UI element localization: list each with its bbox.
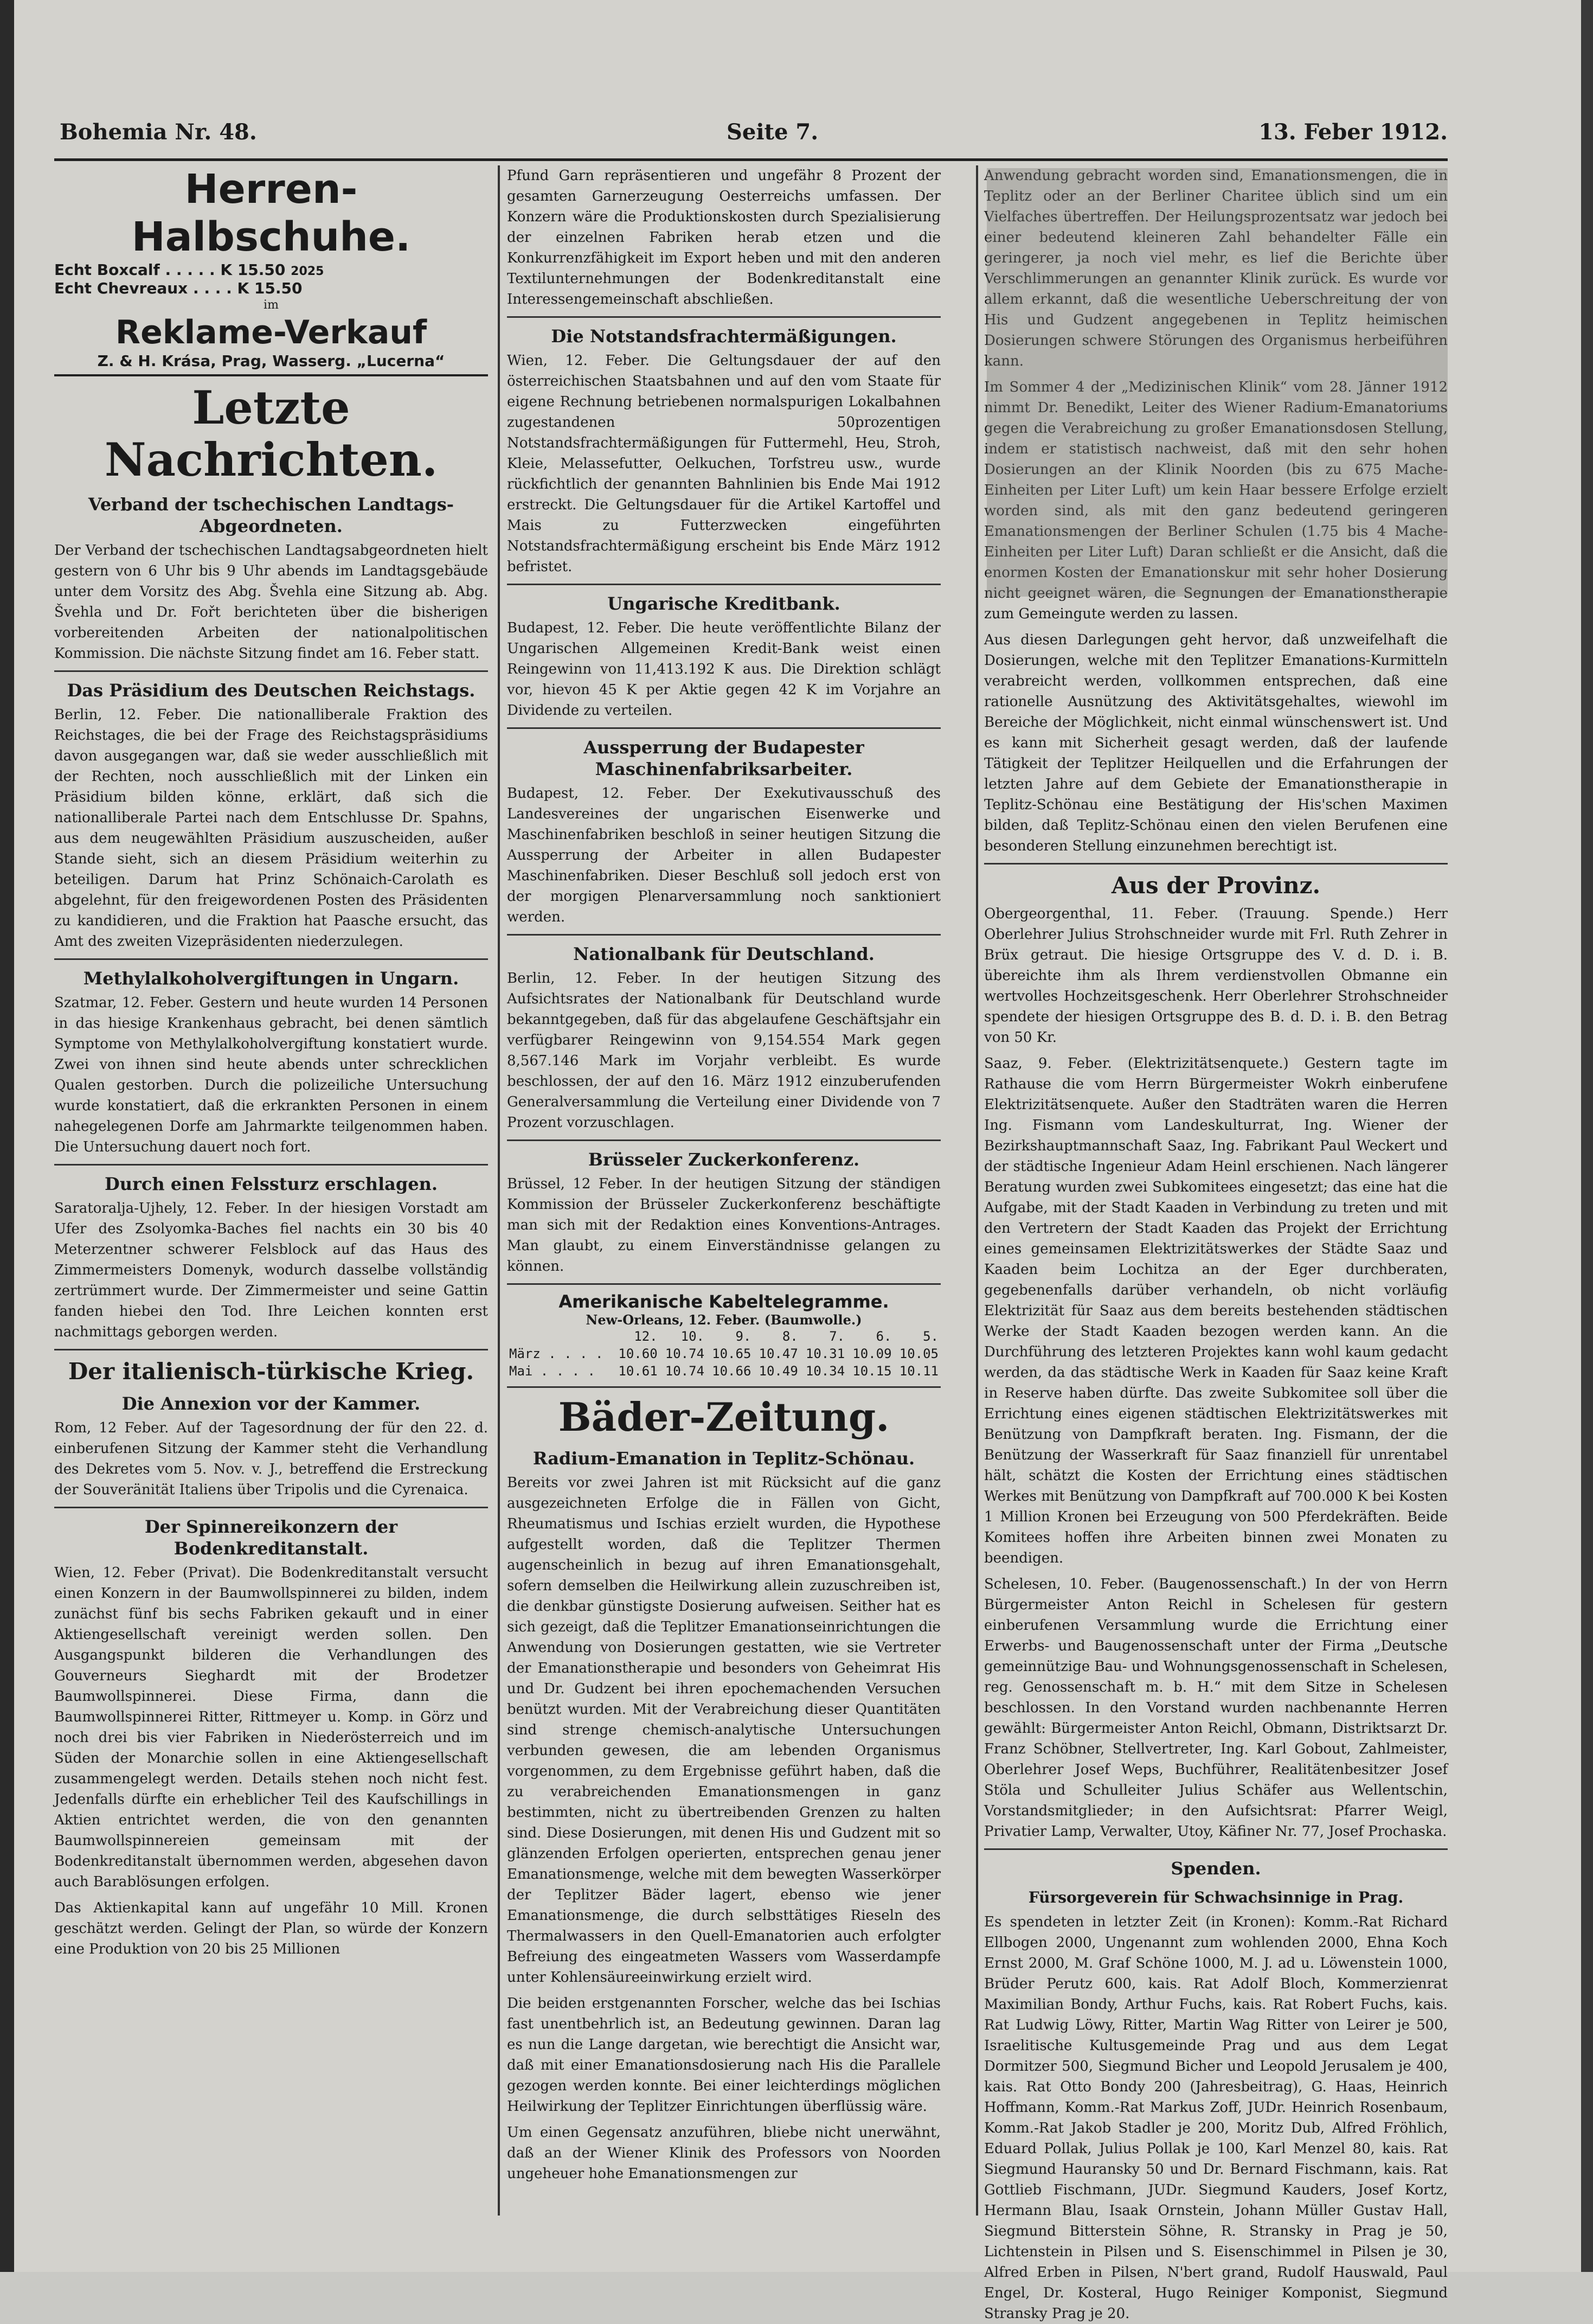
article-continuation: Anwendung gebracht worden sind, Emanationsmengen, die in Teplitz oder an der Berliner Charitee üblich sind um ein Vielfaches übertreffen. Der Heilungsprozentsatz war jedoch bei einer bedeutend kleineren Zahl behandelter Fälle ein geringerer, ja noch viel mehr, es lief die Berichte über Verschlimmerungen an genannter Klinik zurück. Es wurde vor allem erkannt, daß die wesentliche Ueberschreitung der von His und Gudzent angegebenen in Teplitz heimischen Dosierungen schwere Störungen des Organismus herbeiführen kann. [984, 168, 1448, 369]
ad-address: Z. & H. Krása, Prag, Wasserg. „Lucerna“ [97, 352, 445, 370]
ad-headline: Reklame-Verkauf [115, 313, 427, 351]
section-title: Spenden. [1171, 1858, 1261, 1879]
divider [507, 584, 941, 585]
section-title: Aus der Provinz. [1111, 872, 1321, 899]
article-body: Bereits vor zwei Jahren ist mit Rücksicht auf die ganz ausgezeichneten Erfolge die in Fällen von Gicht, Rheumatismus und Ischias erzielt wurden, die Hypothese aufgestellt worden, daß die Teplitzer Thermen augenscheinlich in bezug auf ihren Emanationsgehalt, sofern demselben die Heilwirkung allein zuzuschreiben ist, die denkbar günstigste Dosierung aufweisen. Seither hat es sich gezeigt, daß die Teplitzer Emanationseinrichtungen die Anwendung von Dosierungen gestatten, wie sie Vertreter der Emanationstherapie und besonders von Geheimrat His und Dr. Gudzent bei ihren epochemachenden Versuchen benützt wurden. Mit der Verabreichung dieser Quantitäten sind strenge chemisch-analytische Untersuchungen verbunden gewesen, die am lebenden Organismus vorgenommen, zu dem Ergebnisse geführt haben, daß die zu verabreichenden Emanationsmengen in ganz bestimmten, nicht zu übertreibenden Grenzen zu halten sind. Diese Dosierungen, mit denen His und Gudzent mit so glänzenden Erfolgen operierten, entsprechen genau jener Emanationsmenge, welche mit dem bewegten Wasserkörper der Teplitzer Bäder lagert, ebenso wie jener Emanationsmenge, die durch selbsttätiges Rieseln des Thermalwassers in den Quell-Emanatorien auch erfolgter Befreiung des eingeatmeten Wassers vom Wasserdampfe unter Kohlensäureeinwirkung erzielt wird. [507, 1475, 941, 1986]
article-continuation: Pfund Garn repräsentieren und ungefähr 8 Prozent der gesamten Garnerzeugung Oesterreichs umfassen. Der Konzern wäre die Produktionskosten durch Spezialisierung der einzelnen Fabriken herab etzen und die Konkurrenzfähigkeit im Export heben und mit den anderen Textilunternehmungen der Bodenkreditanstalt eine Interessengemeinschaft abschließen. [507, 168, 941, 308]
article-body: Rom, 12 Feber. Auf der Tagesordnung der für den 22. d. einberufenen Sitzung der Kammer steht die Verhandlung des Dekretes vom 5. Nov. v. J., betreffend die Erstreckung der Souveränität Italiens über Tripolis und die Cyrenaica. [54, 1420, 488, 1498]
article-title: Der italienisch-türkische Krieg. [68, 1358, 474, 1385]
column-2 [507, 165, 941, 2216]
table-header-row: 12. 10. 9. 8. 7. 6. 5. [634, 1329, 939, 1344]
article-body: Es spendeten in letzter Zeit (in Kronen): Komm.-Rat Richard Ellbogen 2000, Ungenannt zum wohlenden 2000, Ehna Koch Ernst 2000, M. Graf Schöne 1000, M. J. ad u. Löwenstein 1000, Brüder Perutz 600, kais. Rat Adolf Bloch, Kommerzienrat Maximilian Bondy, Arthur Fuchs, kais. Rat Robert Fuchs, kais. Rat Ludwig Löwy, Ritter, Martin Wag Ritter von Leirer je 500, Israelitische Kultusgemeinde Prag und aus dem Legat Dormitzer 500, Siegmund Bicher und Leopold Jerusalem je 400, kais. Rat Otto Bondy 200 (Jahresbeitrag), G. Haas, Heinrich Hoffmann, Komm.-Rat Markus Zoff, JUDr. Heinrich Rosenbaum, Komm.-Rat Jakob Stadler je 200, Moritz Dub, Alfred Fröhlich, Eduard Pollak, Julius Pollak je 100, Karl Menzel 80, kais. Rat Siegmund Hauransky 50 und Dr. Bernard Fischmann, kais. Rat Gottlieb Fischmann, JUDr. Siegmund Kauders, Josef Kortz, Hermann Blau, Isaak Ornstein, Johann Müller Gustav Hall, Siegmund Bitterstein Söhne, R. Stransky in Prag je 50, Lichtenstein in Pilsen und S. Eisenschimmel in Pilsen je 30, Alfred Erben in Pilsen, N'bert grand, Rudolf Hauswald, Paul Engel, Dr. Kosteral, Hugo Reiniger Komponist, Siegmund Stransky Prag je 20. [984, 1914, 1448, 2322]
article-title: Nationalbank für Deutschland. [573, 944, 875, 964]
divider [507, 727, 941, 729]
article-body: Berlin, 12. Feber. Die nationalliberale Fraktion des Reichstages, die bei der Frage des Reichstagspräsidiums davon ausgegangen war, daß sie weder ausschließlich mit der Rechten, noch ausschließlich mit der Linken ein Präsidium bilden könne, erklärt, daß sich die nationalliberale Partei nach dem Entschlusse Dr. Spahns, aus dem neugewählten Präsidium auszuscheiden, außer Stande sieht, sich an diesem Präsidium weiterhin zu beteiligen. Darum hat Prinz Schönaich-Carolath es abgelehnt, für den freigewordenen Posten des Präsidenten zu kandidieren, und die Fraktion hat Paasche ersucht, das Amt des zweiten Vizepräsidenten niederzulegen. [54, 707, 488, 950]
masthead-page: Seite 7. [727, 119, 819, 145]
article-body: Wien, 12. Feber (Privat). Die Bodenkreditanstalt versucht einen Konzern in der Baumwollspinnerei zu bilden, indem zunächst fünf bis sechs Fabriken gekauft und in einer Aktiengesellschaft vereinigt werden sollen. Den Ausgangspunkt bilderen die Verhandlungen des Gouverneurs Sieghardt mit der Brodetzer Baumwollspinnerei. Diese Firma, dann die Baumwollspinnerei Ritter, Rittmeyer u. Komp. in Görz und noch drei bis vier Fabriken in Niederösterreich und im Süden der Monarchie sollen in eine Aktiengesellschaft zusammengelegt werden. Details stehen noch nicht fest. Jedenfalls dürfte ein erheblicher Teil des Kaufschillings in Aktien entrichtet werden, die von den genannten Baumwollspinnereien gemeinsam mit der Bodenkreditanstalt übernommen werden, abgesehen davon auch Barablösungen erfolgen. [54, 1565, 488, 1890]
column-1 [54, 165, 488, 2216]
article-body: Saratoralja-Ujhely, 12. Feber. In der hiesigen Vorstadt am Ufer des Zsolyomka-Baches fiel nachts ein 30 bis 40 Meterzentner schwerer Felsblock auf das Haus des Zimmermeisters Domenyk, wodurch dasselbe vollständig zertrümmert wurde. Der Zimmermeister und seine Gattin fanden hiebei den Tod. Ihre Leichen konnten erst nachmittags geborgen werden. [54, 1200, 488, 1340]
article-body: Saaz, 9. Feber. (Elektrizitätsenquete.) Gestern tagte im Rathause die vom Herrn Bürgermeister Wokrh einberufene Elektrizitätsenquete. Außer den Stadträten waren die Herren Ing. Fismann vom Landeskulturrat, Ing. Wiener der Bezirkshauptmannschaft Saaz, Ing. Fabrikant Paul Weckert und der städtische Ingenieur Adam Heinl erschienen. Nach längerer Beratung wurden zwei Subkomitees eingesetzt; das eine hat die Aufgabe, mit der Stadt Kaaden in Verbindung zu treten und mit den Vertretern der Stadt Kaaden das Projekt der Errichtung eines gemeinsamen Elektrizitätswerkes der Städte Saaz und Kaaden beim Lochitza an der Eger durchberaten, gegebenenfalls darüber verhandeln, ob nicht vorläufig Elektrizität für Saaz aus dem bereits bestehenden städtischen Werke der Stadt Kaaden bezogen werden kann. An die Durchführung des letzteren Projektes kann wohl kaum gedacht werden, da das städtische Werk in Kaaden für Saaz keine Kraft in Reserve haben dürfte. Das zweite Subkomitee soll über die Errichtung eines eigenen städtischen Elektrizitätswerkes mit Benützung von Dampfkraft beraten. Ing. Fismann, der die Benützung der Wasserkraft für Saaz finanziell für unrentabel hält, schätzt die Kosten der Errichtung eines städtischen Werkes mit Benützung von Dampfkraft auf 700.000 K bei Kosten 1 Million Kronen bei Erzeugung von 500 Pferdekräften. Beide Komitees hoffen ihre Arbeiten binnen zwei Monaten zu beendigen. [984, 1055, 1448, 1566]
article-body: Berlin, 12. Feber. In der heutigen Sitzung des Aufsichtsrates der Nationalbank für Deutschland wurde bekanntgegeben, daß für das abgelaufene Geschäftsjahr ein verfügbarer Reingewinn von 9,154.554 Mark gegen 8,567.146 Mark im Vorjahr verbleibt. Es wurde beschlossen, der auf den 16. März 1912 einzuberufenden Generalversammlung die Verteilung einer Dividende von 7 Prozent vorzuschlagen. [507, 970, 941, 1131]
article-body: Im Sommer 4 der „Medizinischen Klinik“ vom 28. Jänner 1912 nimmt Dr. Benedikt, Leiter des Wiener Radium-Emanatoriums gegen die Verabreichung zu großer Emanationsdosen Stellung, indem er statistisch nachweist, daß mit den sehr hohen Dosierungen an der Klinik Noorden (bis zu 675 Mache-Einheiten per Liter Luft) um kein Haar bessere Erfolge erzielt worden sind, als mit den ganz bedeutend geringeren Emanationsmengen der Berliner Schulen (1.75 bis 4 Mache-Einheiten per Liter Luft) Daran schließt er die Ansicht, daß die enormen Kosten der Emanationskur mit sehr hoher Dosierung nicht geeignet wären, die Segnungen der Emanationstherapie zum Gemeingute werden zu lassen. [984, 379, 1448, 622]
masthead-date: 13. Feber 1912. [1258, 119, 1448, 145]
article-title: Durch einen Felssturz erschlagen. [104, 1174, 438, 1194]
scan-edge-right [1581, 0, 1593, 2272]
column-rule [976, 165, 978, 2216]
telegram-subtitle: New-Orleans, 12. Feber. (Baumwolle.) [586, 1312, 862, 1328]
article-title: Methylalkoholvergiftungen in Ungarn. [83, 968, 459, 989]
divider [507, 1386, 941, 1388]
article-body: Wien, 12. Feber. Die Geltungsdauer der auf den österreichischen Staatsbahnen und auf den vom Staate für eigene Rechnung betriebenen normalspurigen Lokalbahnen zugestandenen 50prozentigen Notstandsfrachtermäßigungen für Futtermehl, Heu, Stroh, Kleie, Melassefutter, Oelkuchen, Torfstreu usw., wurde rückfichtlich der genannten Bahnlinien bis Ende Mai 1912 erstreckt. Die Geltungsdauer für die Artikel Kartoffel und Mais zu Futterzwecken eingeführten Notstandsfrachtermäßigung erscheint bis Ende März 1912 befristet. [507, 353, 941, 575]
article-body: Die beiden erstgenannten Forscher, welche das bei Ischias fast unentbehrlich ist, an Bedeutung gewinnen. Daran lag es nun die Lange dargetan, wie berechtigt die Ansicht war, daß mit einer Emanationsdosierung nach His die Parallele gezogen werden konnte. Bei einer leichterdings möglichen Heilwirkung der Teplitzer Einrichtungen überflüssig wäre. [507, 1995, 941, 2115]
divider [54, 1164, 488, 1166]
divider [54, 670, 488, 672]
article-body: Brüssel, 12 Feber. In der heutigen Sitzung der ständigen Kommission der Brüsseler Zuckerkonferenz beschäftigte man sich mit der Redaktion eines Konventions-Antrages. Man glaubt, zu einem Einverständnisse gelangen zu können. [507, 1176, 941, 1275]
article-body: Das Aktienkapital kann auf ungefähr 10 Mill. Kronen geschätzt werden. Gelingt der Plan, so würde der Konzern eine Produktion von 20 bis 25 Millionen [54, 1900, 488, 1957]
article-body: Aus diesen Darlegungen geht hervor, daß unzweifelhaft die Dosierungen, welche mit den Teplitzer Emanations-Kurmitteln verabreicht werden, vollkommen entsprechen, daß eine rationelle Ausnützung des Aktivitätsgehaltes, wiewohl im Bereiche der Möglichkeit, nicht einmal wünschenswert ist. Und es kann mit Sicherheit gesagt werden, daß der laufende Tätigkeit der Teplitzer Heilquellen und die Erfahrungen der letzten Jahre auf dem Gebiete der Emanationstherapie in Teplitz-Schönau eine Bestätigung der His'schen Maximen bilden, daß Teplitz-Schönau einen den vielen Berufenen eine besonderen Stellung einzunehmen berechtigt ist. [984, 632, 1448, 854]
ad-line-2: Echt Chevreaux . . . . K 15.50 [54, 279, 303, 297]
article-body: Budapest, 12. Feber. Der Exekutivausschuß des Landesvereines der ungarischen Eisenwerke und Maschinenfabriken beschloß in seiner heutigen Sitzung die Aussperrung der Arbeiter in allen Budapester Maschinenfabriken. Dieser Beschluß soll jedoch erst von der morgigen Plenarversammlung noch sanktioniert werden. [507, 785, 941, 925]
article-title: Verband der tschechischen Landtags-Abgeordneten. [88, 494, 454, 536]
masthead-rule [54, 158, 1448, 161]
ad-im: im [264, 298, 279, 312]
divider [54, 1507, 488, 1508]
article-title: Radium-Emanation in Teplitz-Schönau. [532, 1448, 915, 1469]
table-row: Mai . . . . 10.61 10.74 10.66 10.49 10.34 10.15 10.11 [509, 1363, 939, 1379]
article-title: Aussperrung der Budapester Maschinenfabriksarbeiter. [583, 737, 864, 779]
telegram-title: Amerikanische Kabeltelegramme. [558, 1291, 889, 1312]
scan-edge-left [0, 0, 14, 2272]
ad-line-1: Echt Boxcalf . . . . . K 15.50 2025 [54, 261, 324, 279]
masthead [60, 119, 1448, 157]
divider [507, 316, 941, 318]
divider [984, 1848, 1448, 1850]
divider [507, 1139, 941, 1141]
ad-title: Herren-Halbschuhe. [131, 166, 411, 260]
cotton-price-table [507, 1328, 941, 1380]
section-title: Bäder-Zeitung. [558, 1394, 890, 1440]
article-title: Fürsorgeverein für Schwachsinnige in Prag. [1028, 1888, 1404, 1906]
column-rule [498, 165, 500, 2216]
article-title: Die Notstandsfrachtermäßigungen. [551, 326, 897, 347]
divider [507, 934, 941, 936]
divider [54, 958, 488, 960]
article-body: Um einen Gegensatz anzuführen, bliebe nicht unerwähnt, daß an der Wiener Klinik des Professors von Noorden ungeheuer hohe Emanationsmengen zur [507, 2124, 941, 2182]
article-body: Obergeorgenthal, 11. Feber. (Trauung. Spende.) Herr Oberlehrer Julius Strohschneider wurde mit Frl. Ruth Zehrer in Brüx getraut. Die hiesige Ortsgruppe des V. d. D. i. B. übereichte ihm als Ihrem verdienstvollen Obmanne ein wertvolles Hochzeitsgeschenk. Herr Oberlehrer Strohschneider spendete der hiesigen Ortsgruppe des B. d. D. i. B. den Betrag von 50 Kr. [984, 906, 1448, 1046]
advertisement [54, 165, 488, 376]
section-title: Letzte Nachrichten. [104, 381, 438, 486]
divider [507, 1283, 941, 1285]
divider [984, 863, 1448, 865]
divider [54, 1349, 488, 1350]
article-subtitle: Die Annexion vor der Kammer. [121, 1393, 421, 1414]
article-body: Budapest, 12. Feber. Die heute veröffentlichte Bilanz der Ungarischen Allgemeinen Kredit-Bank weist einen Reingewinn von 11,413.192 K aus. Die Direktion schlägt vor, hievon 45 K per Aktie gegen 42 K im Vorjahre an Dividende zu verteilen. [507, 620, 941, 719]
article-title: Brüsseler Zuckerkonferenz. [588, 1149, 860, 1170]
article-title: Der Spinnereikonzern der Bodenkreditanstalt. [144, 1516, 398, 1559]
column-3 [984, 165, 1448, 2322]
article-body: Schelesen, 10. Feber. (Baugenossenschaft.) In der von Herrn Bürgermeister Anton Reichl in Schelesen für gestern einberufenen Versammlung wurde die Errichtung einer Erwerbs- und Baugenossenschaft unter der Firma „Deutsche gemeinnützige Bau- und Wohnungsgenossenschaft in Schelesen, reg. Genossenschaft m. b. H.“ mit dem Sitze in Schelesen beschlossen. In den Vorstand wurden nachbenannte Herren gewählt: Bürgermeister Anton Reichl, Obmann, Distriktsarzt Dr. Franz Schöbner, Stellvertreter, Ing. Karl Gobout, Zahlmeister, Oberlehrer Josef Weps, Buchführer, Realitätenbesitzer Josef Stöla und Schulleiter Julius Schäfer aus Wellentschin, Vorstandsmitglieder; in den Aufsichtsrat: Pfarrer Weigl, Privatier Lamp, Verwalter, Utoy, Käfiner Nr. 77, Josef Prochaska. [984, 1576, 1448, 1840]
article-body: Der Verband der tschechischen Landtagsabgeordneten hielt gestern von 6 Uhr bis 9 Uhr abends im Landtagsgebäude unter dem Vorsitz des Abg. Švehla eine Sitzung ab. Abg. Švehla und Dr. Fořt berichteten über die bisherigen vorbereitenden Arbeiten der nationalpolitischen Kommission. Die nächste Sitzung findet am 16. Feber statt. [54, 542, 488, 662]
masthead-issue: Bohemia Nr. 48. [60, 119, 257, 145]
article-body: Szatmar, 12. Feber. Gestern und heute wurden 14 Personen in das hiesige Krankenhaus gebracht, bei denen sämtlich Symptome von Methylalkoholvergiftung konstatiert wurde. Zwei von ihnen sind heute abends unter schrecklichen Qualen gestorben. Durch die polizeiliche Untersuchung wurde konstatiert, daß die erkrankten Personen in einem nahegelegenen Dorfe am Jahrmarkte teilgenommen haben. Die Untersuchung dauert noch fort. [54, 995, 488, 1155]
article-title: Ungarische Kreditbank. [607, 593, 840, 614]
article-title: Das Präsidium des Deutschen Reichstags. [67, 680, 476, 701]
table-row: März . . . . 10.60 10.74 10.65 10.47 10.31 10.09 10.05 [509, 1346, 939, 1361]
